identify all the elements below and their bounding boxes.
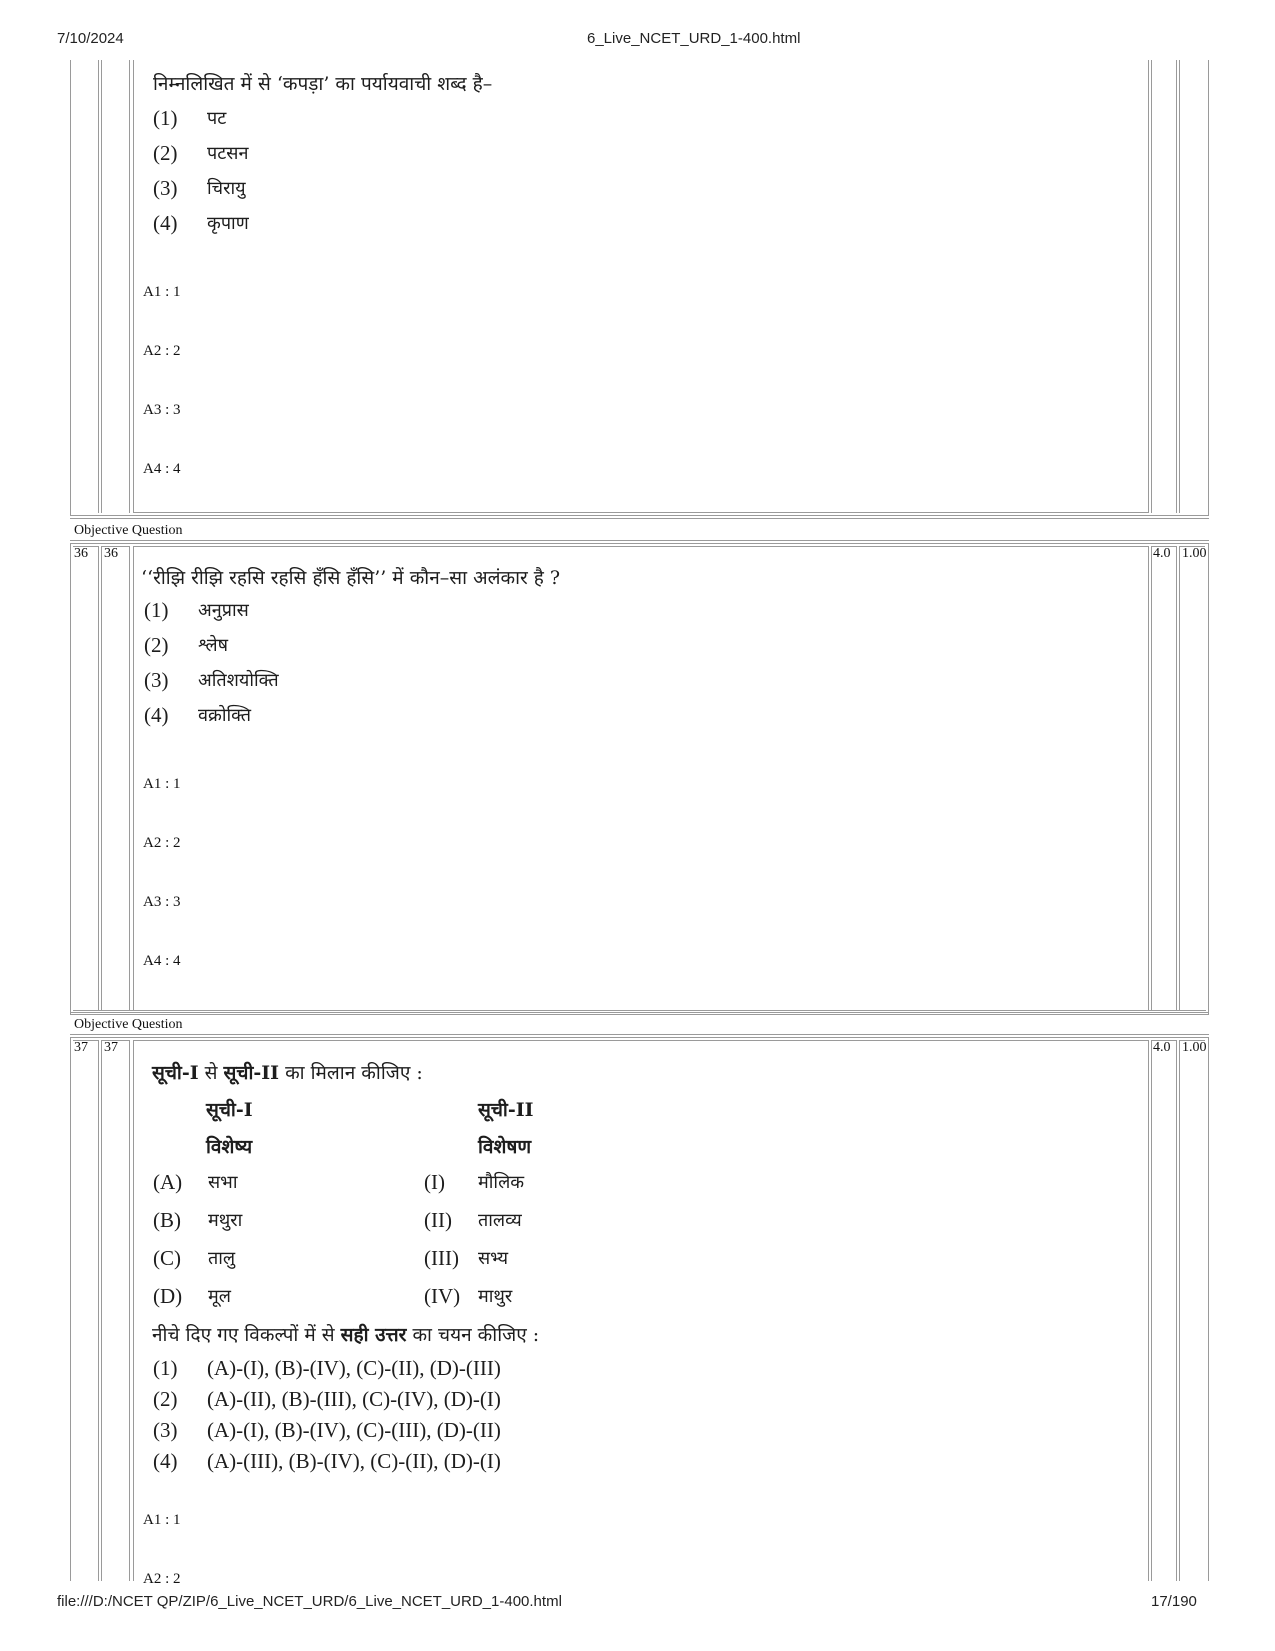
answer-key: A2 : 2 (143, 343, 181, 359)
question-id: 36 (104, 546, 118, 561)
list-2-key: (II) (424, 1208, 452, 1232)
list-2-key: (III) (424, 1246, 459, 1270)
answer-key: A2 : 2 (143, 835, 181, 851)
list-2-heading: सूची-II (478, 1099, 534, 1121)
option-number: (4) (144, 703, 169, 727)
list-2-item: मौलिक (478, 1172, 525, 1193)
option-text: अतिशयोक्ति (198, 670, 279, 691)
option-number: (1) (153, 106, 178, 130)
option-number: (4) (153, 211, 178, 235)
list-2-item: तालव्य (478, 1210, 522, 1231)
option-text: पटसन (207, 143, 249, 164)
list-1-key: (B) (153, 1208, 181, 1232)
question-text: ‘‘रीझि रीझि रहसि रहसि हँसि हँसि’’ में कौन–सा अलंकार है ? (141, 567, 561, 589)
option-text: (A)-(II), (B)-(III), (C)-(IV), (D)-(I) (207, 1387, 501, 1411)
answer-key: A2 : 2 (143, 1571, 181, 1587)
file-path: file:///D:/NCET QP/ZIP/6_Live_NCET_URD/6_Live_NCET_URD_1-400.html (57, 1593, 562, 1610)
answer-key: A1 : 1 (143, 1512, 181, 1528)
list-2-subheading: विशेषण (478, 1136, 532, 1158)
page-number: 17/190 (1151, 1593, 1197, 1610)
option-text: (A)-(I), (B)-(IV), (C)-(II), (D)-(III) (207, 1356, 501, 1380)
question-text: निम्नलिखित में से ‘कपड़ा’ का पर्यायवाची शब्द है– (153, 73, 493, 95)
option-text: चिरायु (207, 178, 246, 199)
option-number: (1) (144, 598, 169, 622)
question-text: सूची-I से सूची-II का मिलान कीजिए : (152, 1062, 423, 1084)
question-type-label: Objective Question (74, 523, 183, 538)
answer-key: A1 : 1 (143, 284, 181, 300)
list-1-item: मथुरा (208, 1210, 243, 1231)
option-number: (3) (153, 176, 178, 200)
negative-marks: 1.00 (1182, 1040, 1207, 1055)
serial-number: 37 (74, 1040, 88, 1055)
list-1-subheading: विशेष्य (206, 1136, 253, 1158)
print-title: 6_Live_NCET_URD_1-400.html (587, 30, 801, 47)
list-1-key: (D) (153, 1284, 183, 1308)
negative-marks: 1.00 (1182, 546, 1207, 561)
list-1-item: मूल (208, 1286, 231, 1307)
option-text: कृपाण (207, 213, 249, 234)
list-2-key: (I) (424, 1170, 445, 1194)
option-number: (2) (144, 633, 169, 657)
answer-key: A4 : 4 (143, 953, 181, 969)
option-number: (3) (153, 1418, 178, 1442)
question-type-label: Objective Question (74, 1017, 183, 1032)
option-text: वक्रोक्ति (198, 705, 252, 726)
list-1-key: (A) (153, 1170, 183, 1194)
list-2-item: सभ्य (478, 1248, 509, 1269)
option-number: (1) (153, 1356, 178, 1380)
marks: 4.0 (1153, 1040, 1171, 1055)
option-text: पट (207, 108, 227, 129)
choose-instruction: नीचे दिए गए विकल्पों में से सही उत्तर का चयन कीजिए : (152, 1324, 540, 1346)
serial-number: 36 (74, 546, 88, 561)
list-1-heading: सूची-I (206, 1099, 253, 1121)
list-1-key: (C) (153, 1246, 181, 1270)
answer-key: A3 : 3 (143, 894, 181, 910)
answer-key: A4 : 4 (143, 461, 181, 477)
list-1-item: सभा (208, 1172, 238, 1193)
answer-key: A1 : 1 (143, 776, 181, 792)
list-2-key: (IV) (424, 1284, 461, 1308)
option-text: (A)-(III), (B)-(IV), (C)-(II), (D)-(I) (207, 1449, 501, 1473)
option-text: श्लेष (198, 635, 229, 656)
option-number: (2) (153, 1387, 178, 1411)
marks: 4.0 (1153, 546, 1171, 561)
option-text: अनुप्रास (198, 600, 249, 621)
option-text: (A)-(I), (B)-(IV), (C)-(III), (D)-(II) (207, 1418, 501, 1442)
list-2-item: माथुर (478, 1286, 513, 1307)
option-number: (2) (153, 141, 178, 165)
print-date: 7/10/2024 (57, 30, 124, 47)
list-1-item: तालु (208, 1248, 236, 1269)
option-number: (3) (144, 668, 169, 692)
option-number: (4) (153, 1449, 178, 1473)
question-id: 37 (104, 1040, 118, 1055)
answer-key: A3 : 3 (143, 402, 181, 418)
